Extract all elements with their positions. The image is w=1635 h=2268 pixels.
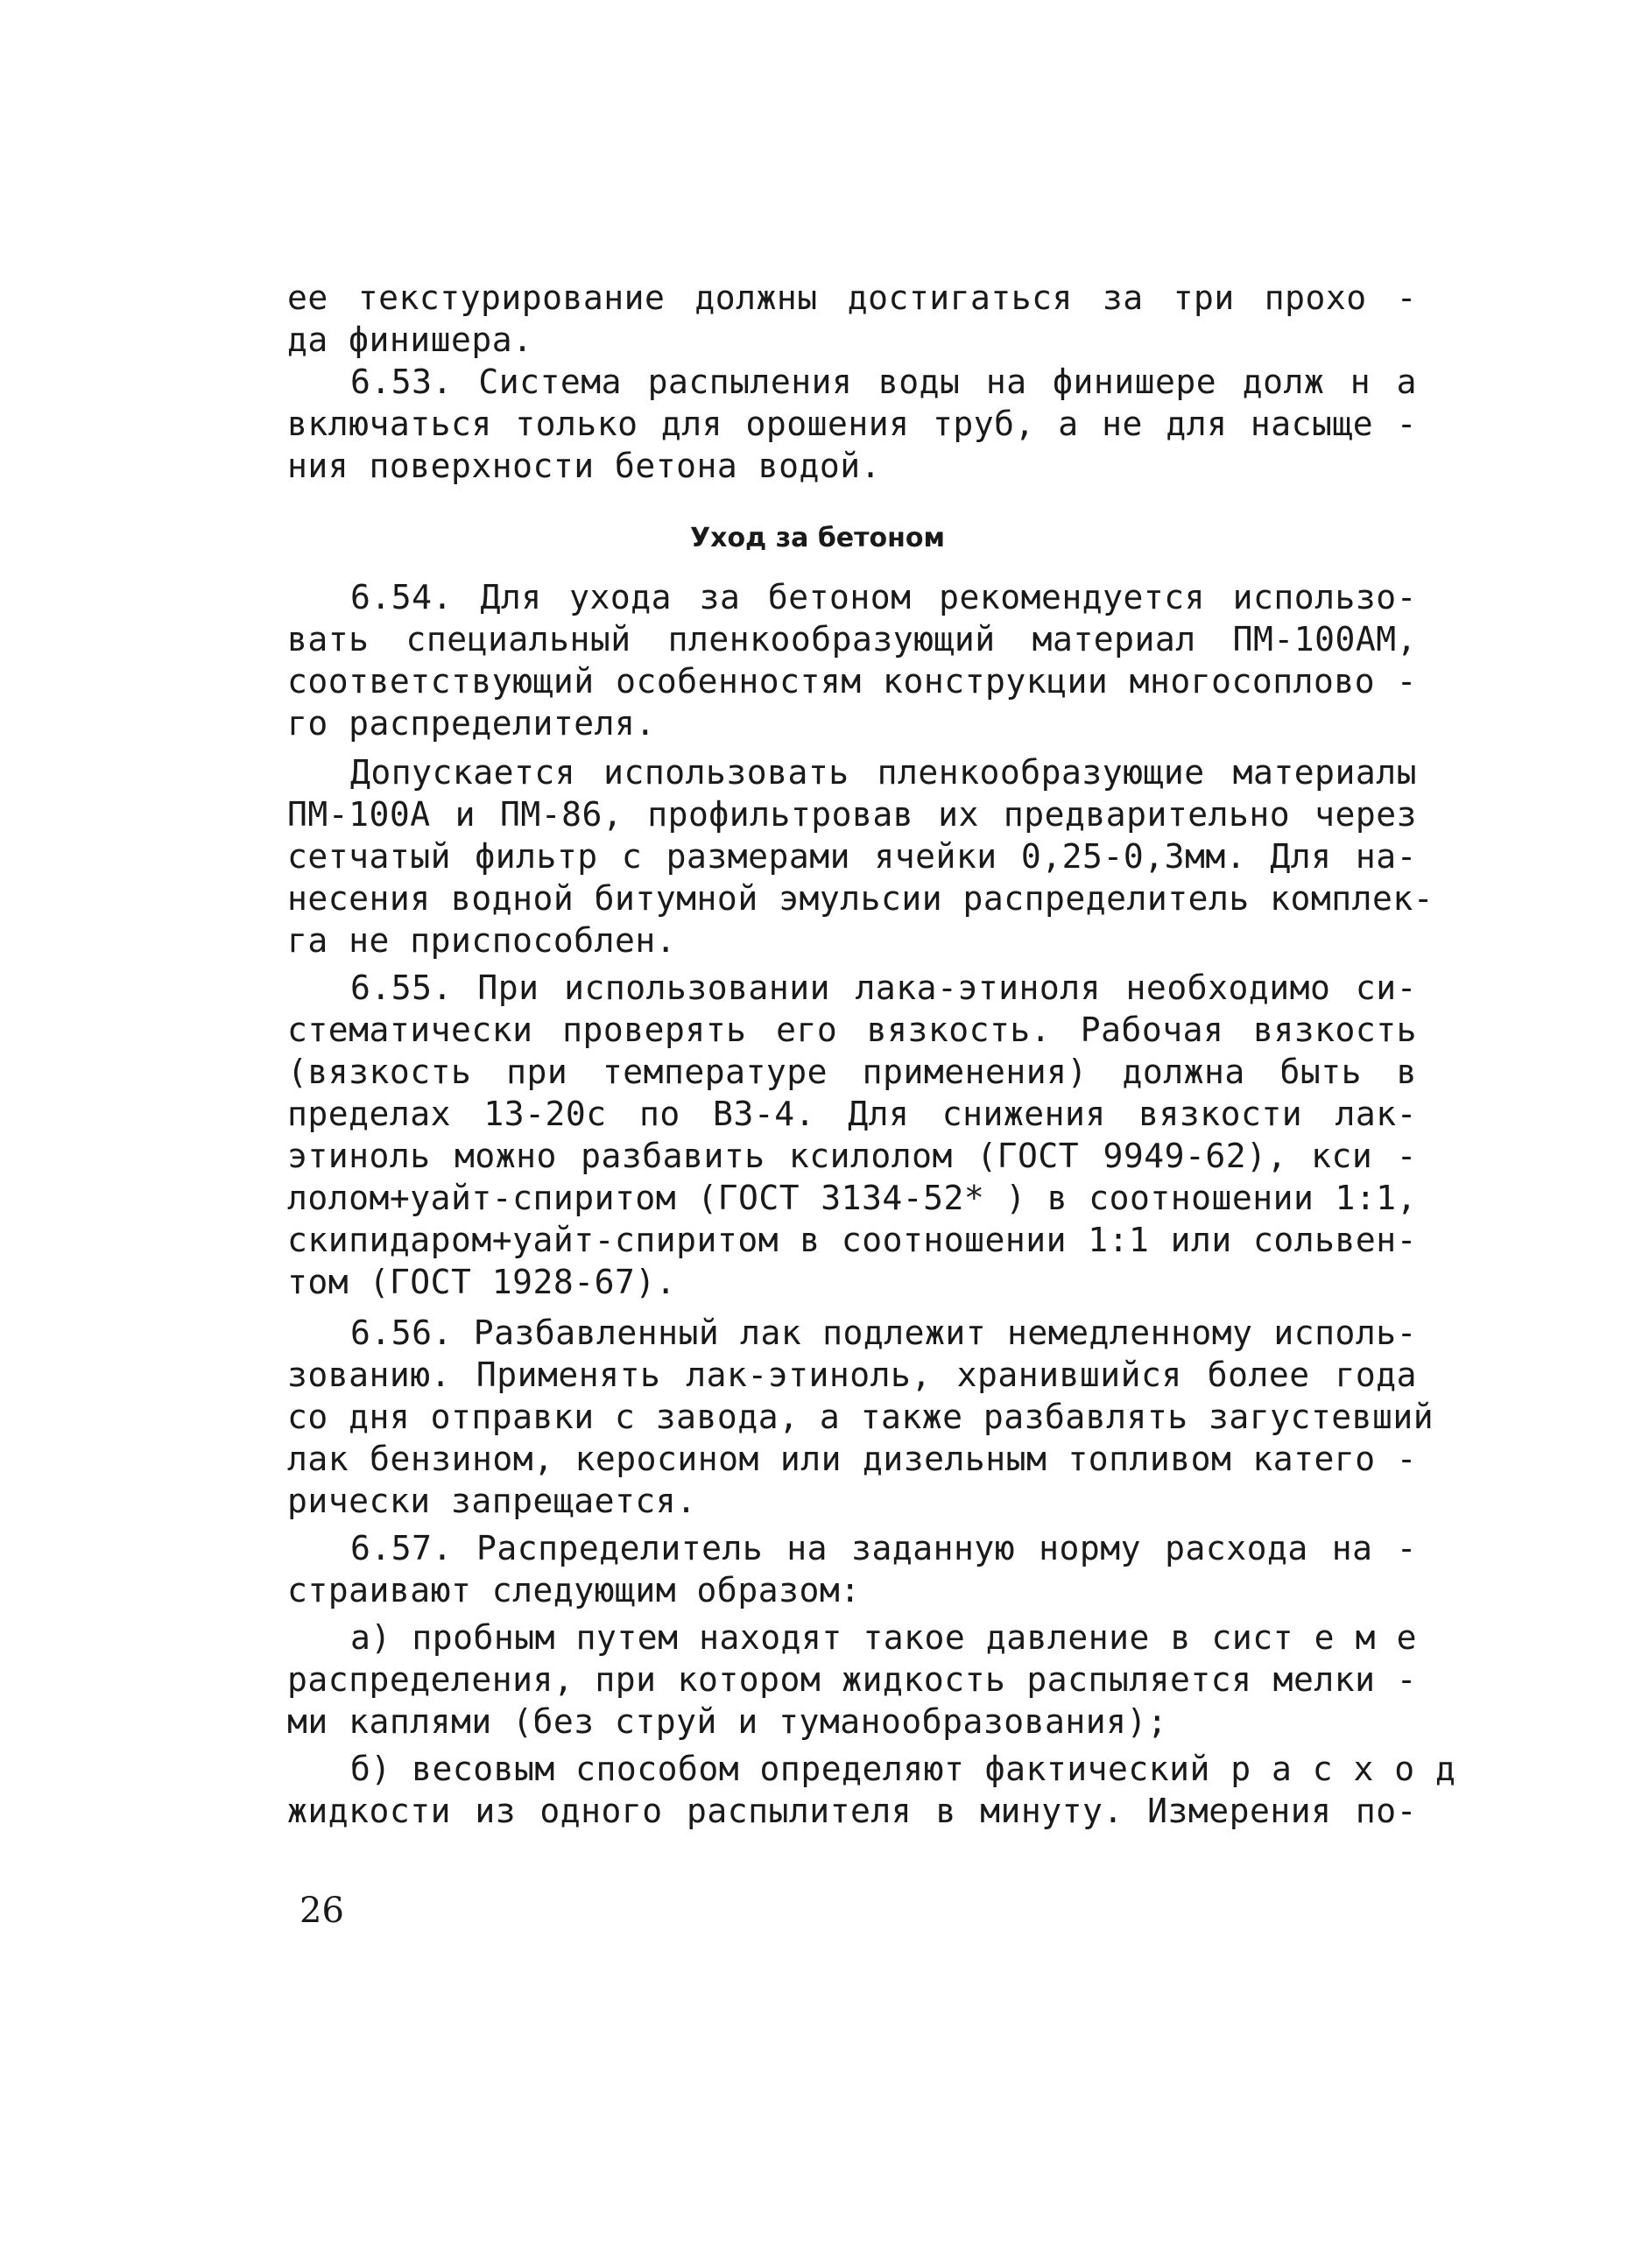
text-line: 6.56. Разбавленный лак подлежит немедленному исполь-: [350, 1314, 1417, 1352]
text-line: лолом+уайт-спиритом (ГОСТ 3134-52* ) в соотношении 1:1,: [287, 1179, 1417, 1217]
text-line: страивают следующим образом:: [287, 1571, 861, 1609]
text-line: зованию. Применять лак-этиноль, хранившийся более года: [287, 1356, 1417, 1394]
text-line: рически запрещается.: [287, 1482, 697, 1520]
text-line: ее текстурирование должны достигаться за три прохо -: [287, 278, 1417, 317]
text-line: скипидаром+уайт-спиритом в соотношении 1:1 или сольвен-: [287, 1221, 1417, 1259]
text-line: ПМ-100А и ПМ-86, профильтровав их предварительно через: [287, 795, 1417, 834]
text-line: ми каплями (без струй и туманообразования);: [287, 1702, 1168, 1741]
text-line: Допускается использовать пленкообразующие материалы: [350, 753, 1417, 792]
text-line: го распределителя.: [287, 704, 656, 743]
text-line: (вязкость при температуре применения) должна быть в: [287, 1053, 1417, 1091]
text-line: а) пробным путем находят такое давление в сист е м е: [350, 1618, 1417, 1657]
text-line: 6.54. Для ухода за бетоном рекомендуется использо-: [350, 578, 1417, 616]
text-line: вать специальный пленкообразующий материал ПМ-100АМ,: [287, 620, 1417, 659]
text-line: 6.57. Распределитель на заданную норму расхода на -: [350, 1529, 1417, 1567]
text-line: 6.55. При использовании лака-этиноля необходимо си-: [350, 968, 1417, 1007]
text-line: том (ГОСТ 1928-67).: [287, 1263, 677, 1301]
text-line: 6.53. Система распыления воды на финишере долж н а: [350, 363, 1417, 401]
text-line: соответствующий особенностям конструкции многосоплово -: [287, 662, 1417, 701]
text-line: этиноль можно разбавить ксилолом (ГОСТ 9949-62), кси -: [287, 1137, 1417, 1175]
text-line: лак бензином, керосином или дизельным топливом катего -: [287, 1440, 1417, 1478]
text-line: со дня отправки с завода, а также разбавлять загустевший: [287, 1398, 1434, 1436]
text-line: б) весовым способом определяют фактический р а с х о д: [350, 1750, 1456, 1788]
page-number: 26: [300, 1891, 344, 1931]
text-line: жидкости из одного распылителя в минуту. Измерения по-: [287, 1792, 1417, 1830]
text-line: да финишера.: [287, 320, 533, 359]
text-line: пределах 13-20с по ВЗ-4. Для снижения вязкости лак-: [287, 1095, 1417, 1133]
text-line: га не приспособлен.: [287, 921, 677, 960]
section-heading: Уход за бетоном: [689, 523, 946, 553]
text-line: включаться только для орошения труб, а не для насыще -: [287, 405, 1417, 443]
text-line: несения водной битумной эмульсии распределитель комплек-: [287, 879, 1434, 918]
text-line: сетчатый фильтр с размерами ячейки 0,25-0,3мм. Для на-: [287, 837, 1417, 876]
text-line: стематически проверять его вязкость. Рабочая вязкость: [287, 1011, 1417, 1049]
text-line: распределения, при котором жидкость распыляется мелки -: [287, 1660, 1417, 1699]
text-line: ния поверхности бетона водой.: [287, 447, 881, 485]
